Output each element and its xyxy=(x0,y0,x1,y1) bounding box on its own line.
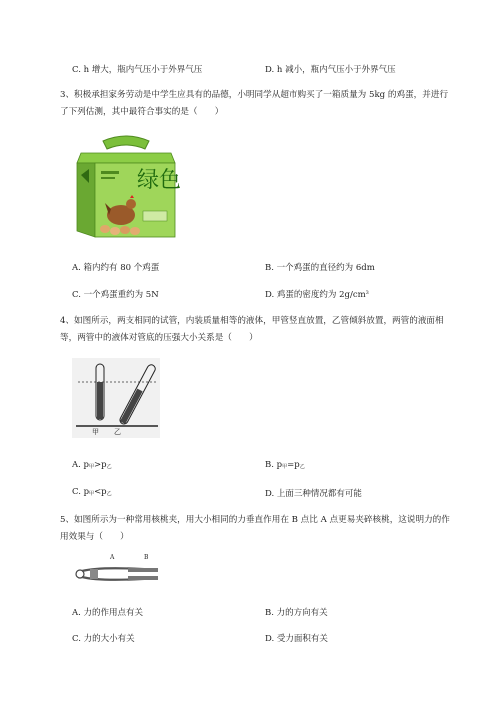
q4-option-c: C. $p_甲<p_乙$ xyxy=(72,487,112,497)
q3-option-a: A. 箱内约有 80 个鸡蛋 xyxy=(72,263,160,273)
nutcracker-point-b-label: B xyxy=(144,554,149,561)
q4-option-b: B. $p_甲=p_乙$ xyxy=(265,460,305,470)
q3-stem-line2: 了下列估测，其中最符合事实的是（ ） xyxy=(60,107,224,117)
nutcracker-image xyxy=(72,552,162,588)
q5-option-b: B. 力的方向有关 xyxy=(265,608,328,618)
tube-label-yi: 乙 xyxy=(114,428,121,436)
egg-box-image xyxy=(75,135,182,243)
q5-stem-line1: 5、如图所示为一种常用核桃夹，用大小相同的力垂直作用在 B 点比 A 点更易夹碎核桃，这说明力的作 xyxy=(60,515,450,525)
q2-option-d: D. h 减小，瓶内气压小于外界气压 xyxy=(265,65,396,75)
nutcracker-point-a-label: A xyxy=(110,554,115,561)
q5-option-c: C. 力的大小有关 xyxy=(72,634,135,644)
q4-option-d: D. 上面三种情况都有可能 xyxy=(265,489,362,499)
q4-stem-line1: 4、如图所示，两支相同的试管，内装质量相等的液体，甲管竖直放置，乙管倾斜放置，两管的液面相 xyxy=(60,316,444,326)
q2-option-c: C. h 增大，瓶内气压小于外界气压 xyxy=(72,65,203,75)
q4-stem-line2: 等，两管中的液体对管底的压强大小关系是（ ） xyxy=(60,333,258,343)
q5-option-a: A. 力的作用点有关 xyxy=(72,608,144,618)
test-tubes-image xyxy=(72,358,160,438)
q5-stem-line2: 用效果与（ ） xyxy=(60,532,129,542)
q3-option-d: D. 鸡蛋的密度约为 $2g/cm^3$ xyxy=(265,290,369,300)
q3-option-c: C. 一个鸡蛋重约为 5N xyxy=(72,290,159,300)
q3-option-b: B. 一个鸡蛋的直径约为 6dm xyxy=(265,263,375,273)
q3-stem-line1: 3、积极承担家务劳动是中学生应具有的品德，小明同学从超市购买了一箱质量为 5kg 的鸡蛋，并进行 xyxy=(60,90,449,100)
q4-option-a: A. $p_甲>p_乙$ xyxy=(72,460,112,470)
tube-label-jia: 甲 xyxy=(92,428,99,436)
egg-box-brand-text: 绿色 xyxy=(137,168,182,193)
q5-option-d: D. 受力面积有关 xyxy=(265,634,328,644)
